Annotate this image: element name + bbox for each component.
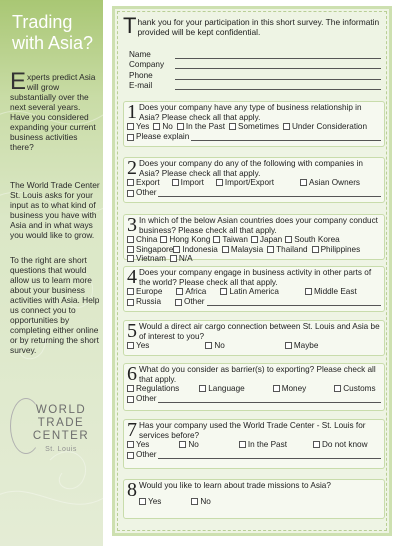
dropcap: E xyxy=(10,68,27,95)
option[interactable] xyxy=(239,440,287,450)
options xyxy=(127,341,381,351)
checkbox[interactable] xyxy=(199,385,206,392)
checkbox[interactable] xyxy=(273,385,280,392)
checkbox[interactable] xyxy=(305,288,312,295)
question-1 xyxy=(123,101,385,147)
wtc-logo xyxy=(22,404,100,456)
checkbox[interactable] xyxy=(334,385,341,392)
option[interactable] xyxy=(127,178,160,188)
option[interactable] xyxy=(267,245,307,255)
contact-fields xyxy=(129,48,381,90)
checkbox[interactable] xyxy=(251,236,258,243)
checkbox[interactable] xyxy=(127,342,134,349)
question-2 xyxy=(123,157,385,203)
question-text: Would a direct air cargo connection between St. Louis and Asia be of interest to you? xyxy=(139,322,380,341)
phone-label: Phone xyxy=(129,70,153,80)
survey-form xyxy=(112,6,392,536)
option[interactable] xyxy=(177,122,225,132)
checkbox[interactable] xyxy=(213,236,220,243)
option-label: South Korea xyxy=(294,235,340,244)
logo-line: TRADE xyxy=(37,417,85,429)
question-8 xyxy=(123,479,385,519)
logo-line: WORLD xyxy=(35,404,87,416)
question-text: Does your company do any of the following with companies in Asia? Please check all that apply. xyxy=(139,159,363,178)
company-field[interactable] xyxy=(175,60,381,69)
option[interactable] xyxy=(213,235,248,245)
option[interactable] xyxy=(273,384,307,394)
option[interactable] xyxy=(285,341,319,351)
contact-row xyxy=(129,80,381,91)
checkbox[interactable] xyxy=(300,179,307,186)
other-row xyxy=(127,394,381,404)
option-label: Japan xyxy=(259,235,283,244)
option[interactable] xyxy=(173,245,218,255)
sidebar xyxy=(0,0,103,546)
options xyxy=(127,178,381,188)
option[interactable] xyxy=(251,235,282,245)
checkbox[interactable] xyxy=(216,179,223,186)
option-label: Sometimes xyxy=(237,122,279,131)
option-label: Hong Kong xyxy=(169,235,211,244)
checkbox[interactable] xyxy=(127,452,134,459)
option-label: No xyxy=(188,440,199,449)
other-label: Other xyxy=(136,187,157,197)
contact-row xyxy=(129,59,381,70)
option[interactable] xyxy=(176,287,206,297)
checkbox[interactable] xyxy=(176,288,183,295)
options xyxy=(127,384,381,394)
question-text: In which of the below Asian countries does your company conduct business? Please check all that apply. xyxy=(139,216,378,235)
other-field[interactable] xyxy=(158,395,381,403)
option-label: Import xyxy=(180,178,204,187)
option[interactable] xyxy=(170,254,193,264)
name-label: Name xyxy=(129,49,151,59)
other-field[interactable] xyxy=(191,133,381,141)
other-row xyxy=(127,450,381,460)
checkbox[interactable] xyxy=(127,123,134,130)
option[interactable] xyxy=(139,497,161,507)
email-label: E-mail xyxy=(129,81,153,90)
phone-field[interactable] xyxy=(175,71,381,80)
option[interactable] xyxy=(127,287,162,297)
logo-ring-icon xyxy=(10,398,42,454)
checkbox[interactable] xyxy=(160,236,167,243)
checkbox[interactable] xyxy=(205,342,212,349)
contact-row xyxy=(129,48,381,59)
option[interactable] xyxy=(191,497,210,507)
checkbox[interactable] xyxy=(170,255,177,262)
checkbox[interactable] xyxy=(127,441,134,448)
option[interactable] xyxy=(127,341,149,351)
checkbox[interactable] xyxy=(172,179,179,186)
option[interactable] xyxy=(160,235,210,245)
checkbox[interactable] xyxy=(127,255,134,262)
option-label: No xyxy=(162,122,173,131)
option-label: In the Past xyxy=(185,122,225,131)
options xyxy=(127,287,381,297)
other-field[interactable] xyxy=(207,298,381,306)
option-label: Russia xyxy=(136,296,162,306)
options xyxy=(127,122,381,132)
checkbox[interactable] xyxy=(127,246,134,253)
option-label: Asian Owners xyxy=(309,178,361,187)
checkbox[interactable] xyxy=(127,190,134,197)
option[interactable] xyxy=(305,287,357,297)
question-5 xyxy=(123,320,385,356)
option-label: N/A xyxy=(178,254,193,263)
option[interactable] xyxy=(334,384,375,394)
option-label: Indonesia xyxy=(182,244,218,254)
question-number: 5 xyxy=(127,320,137,342)
option[interactable] xyxy=(285,235,340,245)
option[interactable] xyxy=(283,122,367,132)
option[interactable] xyxy=(300,178,360,188)
checkbox[interactable] xyxy=(127,134,134,141)
option[interactable] xyxy=(127,245,173,255)
option-label: Export xyxy=(136,178,160,187)
option[interactable] xyxy=(127,122,149,132)
option-label: Middle East xyxy=(313,287,357,296)
question-number: 6 xyxy=(127,363,137,385)
option-label: Yes xyxy=(136,341,150,350)
option[interactable] xyxy=(127,440,149,450)
option[interactable] xyxy=(172,178,204,188)
other-field[interactable] xyxy=(158,189,381,197)
company-label: Company xyxy=(129,60,165,69)
checkbox[interactable] xyxy=(127,299,134,306)
option-label: Vietnam xyxy=(136,254,166,263)
option[interactable] xyxy=(179,440,198,450)
checkbox[interactable] xyxy=(127,396,134,403)
option-label: Import/Export xyxy=(224,178,275,187)
question-text: Has your company used the World Trade Center - St. Louis for services before? xyxy=(139,421,366,440)
question-number: 4 xyxy=(127,266,137,288)
option-label: Language xyxy=(208,384,245,393)
question-text: Does your company engage in business activity in other parts of the world? Please check all that apply. xyxy=(139,268,372,287)
checkbox[interactable] xyxy=(222,246,229,253)
options xyxy=(139,497,381,507)
option-label: Maybe xyxy=(293,341,319,350)
option-label: Yes xyxy=(136,122,150,131)
checkbox[interactable] xyxy=(313,441,320,448)
checkbox[interactable] xyxy=(127,236,134,243)
logo-line: St. Louis xyxy=(45,446,77,453)
other-label: Please explain xyxy=(136,131,190,141)
checkbox[interactable] xyxy=(139,498,146,505)
option-label: Yes xyxy=(136,440,150,449)
question-4 xyxy=(123,266,385,312)
question-text: Would you like to learn about trade missions to Asia? xyxy=(139,481,331,490)
sidebar-paragraph-2: The World Trade Center St. Louis asks for your input as to what kind of business you have with Asia and in what ways you would like to grow. xyxy=(10,180,100,240)
other-row xyxy=(127,297,381,307)
question-text: Does your company have any type of business relationship in Asia? Please check all that apply. xyxy=(139,103,362,122)
dropcap: T xyxy=(123,13,137,38)
intro-text: hank you for your participation in this short survey. The informatin provided will be kept confidential. xyxy=(137,17,380,37)
option-label: Yes xyxy=(148,496,162,506)
option-label: Malaysia xyxy=(230,244,264,254)
option-label: No xyxy=(200,496,211,506)
email-field[interactable] xyxy=(175,81,381,90)
name-field[interactable] xyxy=(175,50,381,59)
option-label: Customs xyxy=(343,384,376,393)
other-row xyxy=(127,132,381,142)
question-number: 8 xyxy=(127,479,137,501)
other-field[interactable] xyxy=(158,451,381,459)
option-label: No xyxy=(214,341,225,350)
checkbox[interactable] xyxy=(177,123,184,130)
option-label: In the Past xyxy=(247,440,287,449)
question-7 xyxy=(123,419,385,469)
checkbox[interactable] xyxy=(239,441,246,448)
checkbox[interactable] xyxy=(285,236,292,243)
checkbox[interactable] xyxy=(285,342,292,349)
option[interactable] xyxy=(229,122,279,132)
checkbox[interactable] xyxy=(173,246,180,253)
option[interactable] xyxy=(153,122,172,132)
option-label: Money xyxy=(281,384,307,393)
other-row xyxy=(127,188,381,198)
form-intro xyxy=(123,13,385,38)
option[interactable] xyxy=(127,235,157,245)
checkbox[interactable] xyxy=(127,385,134,392)
question-text: What do you consider as barrier(s) to exporting? Please check all that apply. xyxy=(139,365,376,384)
question-3 xyxy=(123,214,385,263)
checkbox[interactable] xyxy=(229,123,236,130)
question-number: 3 xyxy=(127,214,137,236)
checkbox[interactable] xyxy=(267,246,274,253)
title-line-1: Trading xyxy=(12,12,73,32)
other-label: Other xyxy=(136,393,157,403)
checkbox[interactable] xyxy=(283,123,290,130)
option[interactable] xyxy=(127,384,179,394)
option-label: China xyxy=(136,235,158,244)
option-label: Philippines xyxy=(320,244,361,254)
sidebar-title xyxy=(12,12,93,54)
option[interactable] xyxy=(220,287,279,297)
question-6 xyxy=(123,363,385,411)
option[interactable] xyxy=(199,384,244,394)
checkbox[interactable] xyxy=(175,299,182,306)
option-label: Africa xyxy=(185,287,207,296)
option-label: Taiwan xyxy=(222,235,248,244)
contact-row xyxy=(129,69,381,80)
option[interactable] xyxy=(312,245,361,255)
other-label: Other xyxy=(184,296,205,306)
other-label: Other xyxy=(136,449,157,459)
paragraph-text: xperts predict Asia will grow substantially over the next several years. Have you considered expanding your current business activities there? xyxy=(10,72,96,152)
checkbox[interactable] xyxy=(127,179,134,186)
option-label: Thailand xyxy=(276,244,308,254)
option-label: Regulations xyxy=(136,384,180,393)
sidebar-paragraph-3: To the right are short questions that would allow us to learn more about your business activities with Asia. Help us connect you to opportunities by completing either online or by returning the short survey. xyxy=(10,255,100,355)
option-label: Latin America xyxy=(229,287,279,296)
checkbox[interactable] xyxy=(220,288,227,295)
logo-line: CENTER xyxy=(32,430,90,442)
option-label: Singapore xyxy=(136,244,174,254)
options xyxy=(127,440,381,450)
option-label: Europe xyxy=(136,287,163,296)
checkbox[interactable] xyxy=(312,246,319,253)
title-line-2: with Asia? xyxy=(12,33,94,53)
question-number: 7 xyxy=(127,419,137,441)
option-label: Under Consideration xyxy=(291,122,368,131)
question-number: 2 xyxy=(127,157,137,179)
option-label: Do not know xyxy=(321,440,368,449)
checkbox[interactable] xyxy=(191,498,198,505)
question-number: 1 xyxy=(127,101,137,123)
option[interactable] xyxy=(127,254,166,264)
option[interactable] xyxy=(313,440,368,450)
option[interactable] xyxy=(205,341,224,351)
sidebar-paragraph-1 xyxy=(10,68,100,152)
checkbox[interactable] xyxy=(127,288,134,295)
checkbox[interactable] xyxy=(153,123,160,130)
options xyxy=(127,235,381,264)
checkbox[interactable] xyxy=(179,441,186,448)
option[interactable] xyxy=(222,245,263,255)
option[interactable] xyxy=(216,178,274,188)
